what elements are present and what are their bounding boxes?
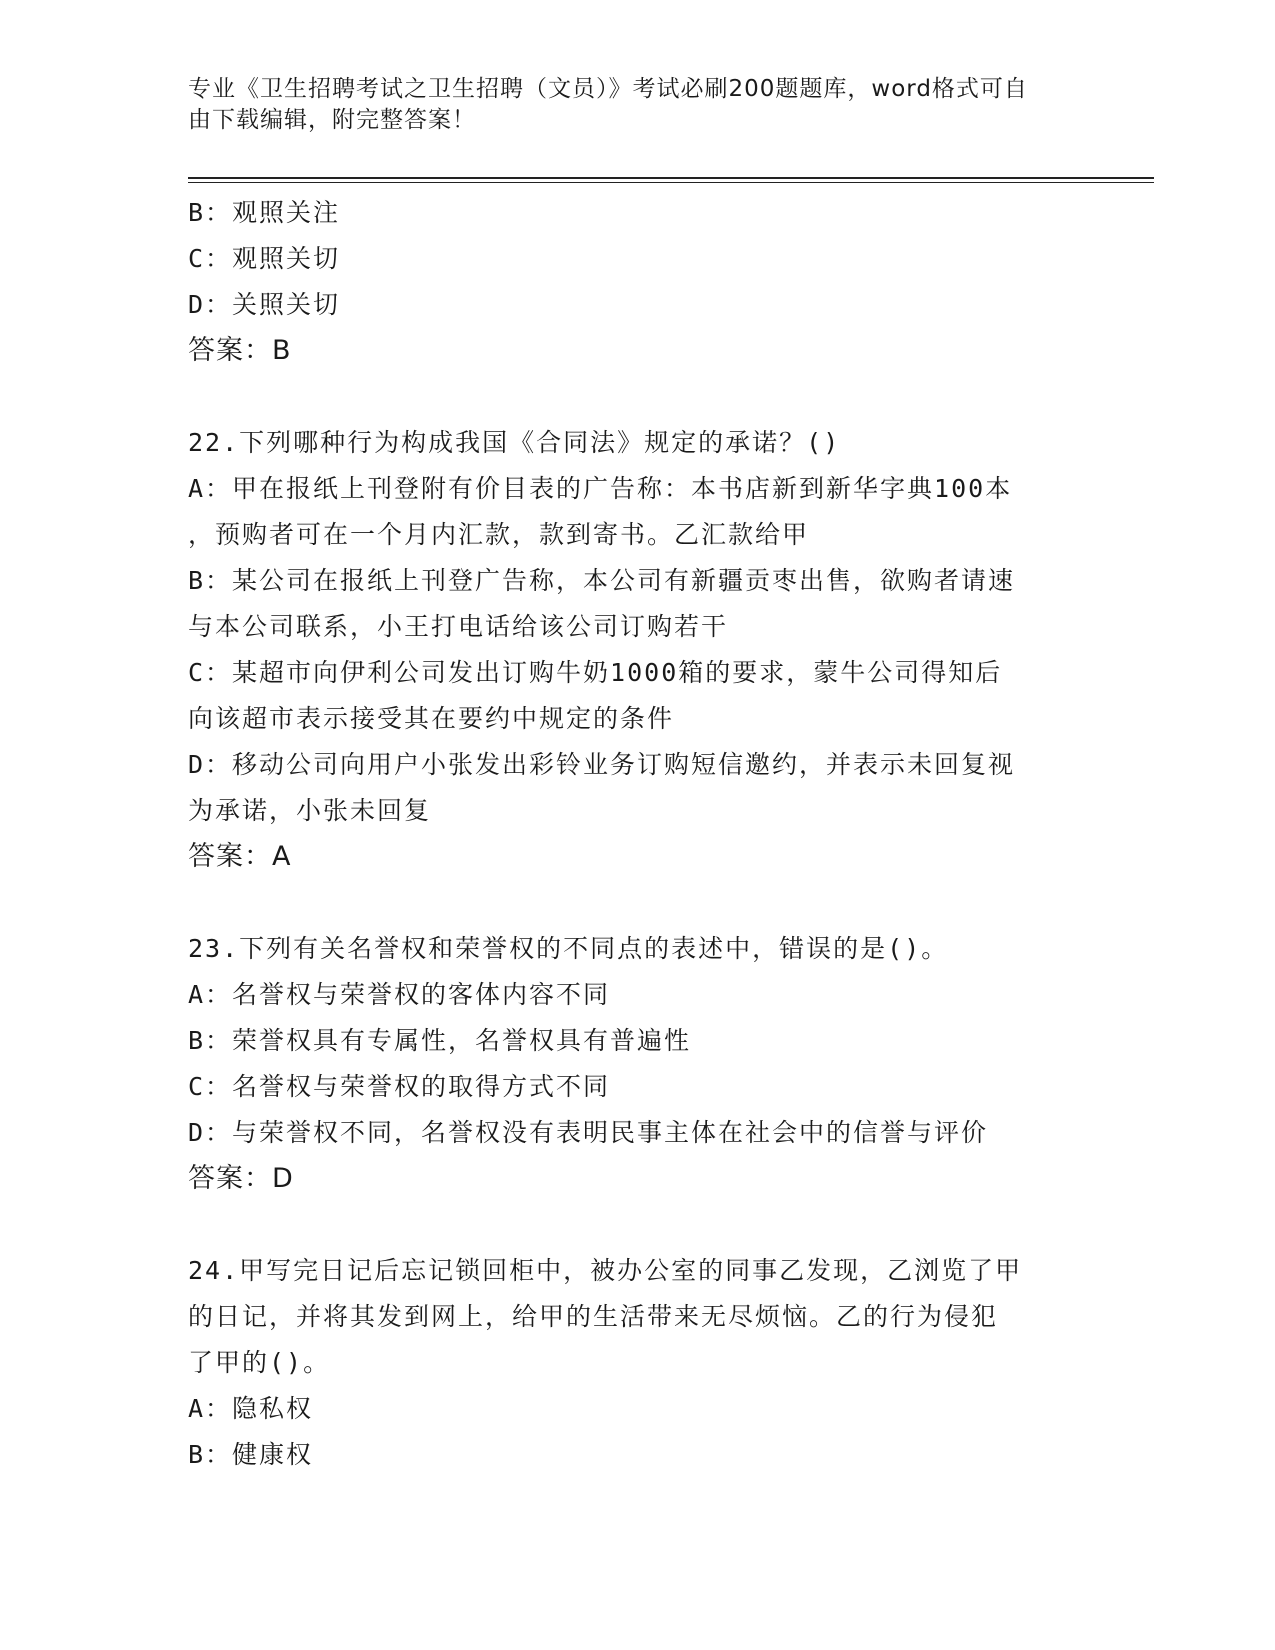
- question-text: 23.下列有关名誉权和荣誉权的不同点的表述中，错误的是()。: [188, 934, 949, 963]
- header-line-1: 专业《卫生招聘考试之卫生招聘（文员）》考试必刷200题题库，word格式可自: [188, 76, 1028, 102]
- option-c: C：观照关切: [188, 244, 341, 273]
- spacer: [188, 1202, 1088, 1248]
- header-rule-thick: [188, 177, 1154, 179]
- header-line-2: 由下载编辑，附完整答案！: [188, 107, 476, 133]
- header-rule-thin: [188, 182, 1154, 183]
- option-b-line-2: 与本公司联系，小王打电话给该公司订购若干: [188, 612, 729, 641]
- option-a-line-1: A：甲在报纸上刊登附有价目表的广告称：本书店新到新华字典100本: [188, 474, 1013, 503]
- document-header: [188, 74, 1068, 136]
- option-d: D：关照关切: [188, 290, 341, 319]
- question-list: [188, 190, 1088, 1478]
- question-text-line-2: 的日记，并将其发到网上，给甲的生活带来无尽烦恼。乙的行为侵犯: [188, 1302, 999, 1331]
- question-text-line-1: 24.甲写完日记后忘记锁回柜中，被办公室的同事乙发现，乙浏览了甲: [188, 1256, 1023, 1285]
- option-d-line-1: D：移动公司向用户小张发出彩铃业务订购短信邀约，并表示未回复视: [188, 750, 1016, 779]
- answer: 答案：A: [188, 841, 292, 872]
- option-b-line-1: B：某公司在报纸上刊登广告称，本公司有新疆贡枣出售，欲购者请速: [188, 566, 1016, 595]
- spacer: [188, 374, 1088, 420]
- option-b: B：荣誉权具有专属性，名誉权具有普遍性: [188, 1026, 692, 1055]
- option-d: D：与荣誉权不同，名誉权没有表明民事主体在社会中的信誉与评价: [188, 1118, 989, 1147]
- option-c-line-2: 向该超市表示接受其在要约中规定的条件: [188, 704, 675, 733]
- question-22: [188, 420, 1088, 880]
- option-a: A：隐私权: [188, 1394, 314, 1423]
- option-c-line-1: C：某超市向伊利公司发出订购牛奶1000箱的要求，蒙牛公司得知后: [188, 658, 1003, 687]
- option-b: B：观照关注: [188, 198, 341, 227]
- question-text-line-3: 了甲的()。: [188, 1348, 331, 1377]
- question-text: 22.下列哪种行为构成我国《合同法》规定的承诺？(): [188, 428, 841, 457]
- answer: 答案：D: [188, 1163, 294, 1194]
- answer: 答案：B: [188, 335, 292, 366]
- question-23: [188, 926, 1088, 1202]
- option-b: B：健康权: [188, 1440, 314, 1469]
- spacer: [188, 880, 1088, 926]
- option-d-line-2: 为承诺，小张未回复: [188, 796, 432, 825]
- option-a-line-2: ，预购者可在一个月内汇款，款到寄书。乙汇款给甲: [188, 520, 810, 549]
- question-24: [188, 1248, 1088, 1478]
- option-a: A：名誉权与荣誉权的客体内容不同: [188, 980, 611, 1009]
- option-c: C：名誉权与荣誉权的取得方式不同: [188, 1072, 611, 1101]
- question-21-tail: [188, 190, 1088, 374]
